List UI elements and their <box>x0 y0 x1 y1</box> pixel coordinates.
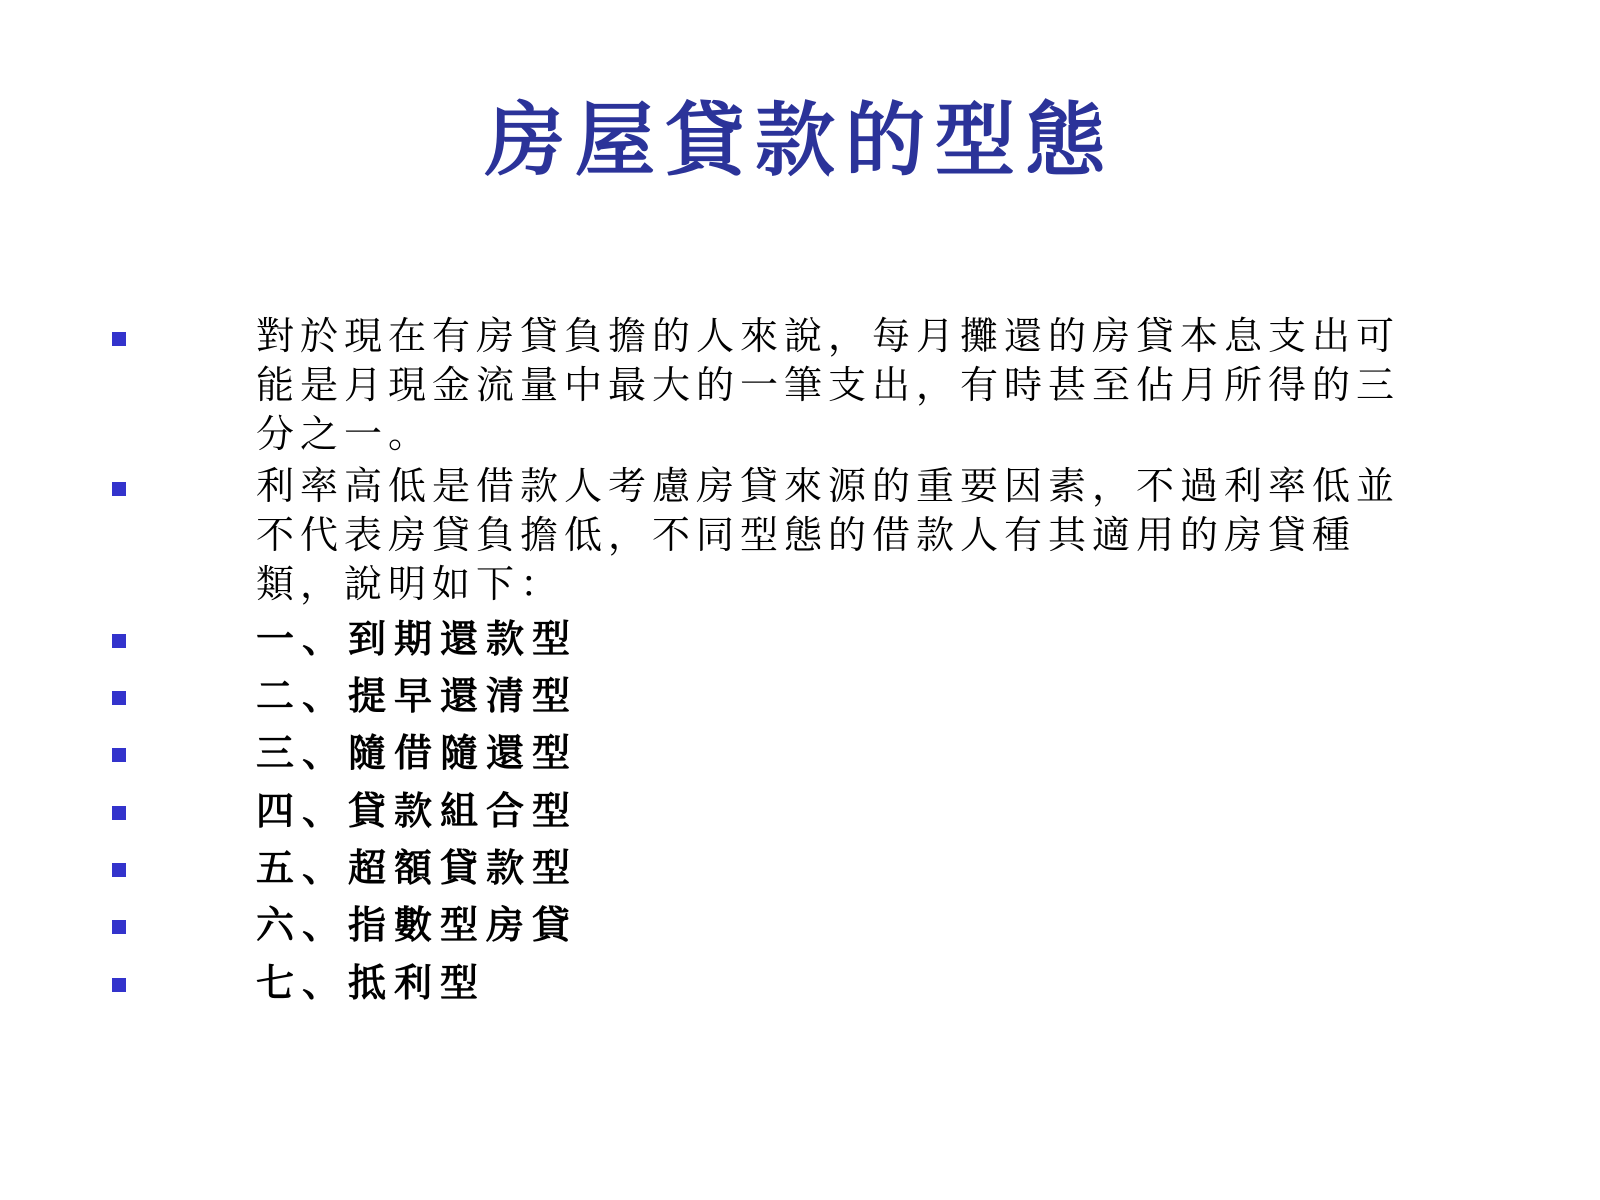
square-bullet-icon <box>112 978 126 992</box>
list-item-text: 六、指數型房貸 <box>256 902 579 947</box>
square-bullet-icon <box>112 634 126 648</box>
list-item-text: 三、隨借隨還型 <box>256 730 579 775</box>
square-bullet-icon <box>112 863 126 877</box>
list-item-text: 二、提早還清型 <box>256 673 579 718</box>
slide-title: 房屋貸款的型態 <box>485 93 1115 187</box>
square-bullet-icon <box>112 482 126 496</box>
list-item-text: 一、到期還款型 <box>256 616 579 661</box>
list-item-text: 五、超額貸款型 <box>256 845 579 890</box>
square-bullet-icon <box>112 691 126 705</box>
square-bullet-icon <box>112 920 126 934</box>
square-bullet-icon <box>112 332 126 346</box>
list-item-text: 七、抵利型 <box>256 960 487 1005</box>
list-item-text: 利率高低是借款人考慮房貸來源的重要因素，不過利率低並不代表房貸負擔低，不同型態的借款人有其適用的房貸種類，說明如下： <box>256 464 1401 606</box>
square-bullet-icon <box>112 748 126 762</box>
square-bullet-icon <box>112 806 126 820</box>
list-item-text: 對於現在有房貸負擔的人來說，每月攤還的房貸本息支出可能是月現金流量中最大的一筆支出，有時甚至佔月所得的三分之一。 <box>256 314 1401 456</box>
list-item-text: 四、貸款組合型 <box>256 788 579 833</box>
